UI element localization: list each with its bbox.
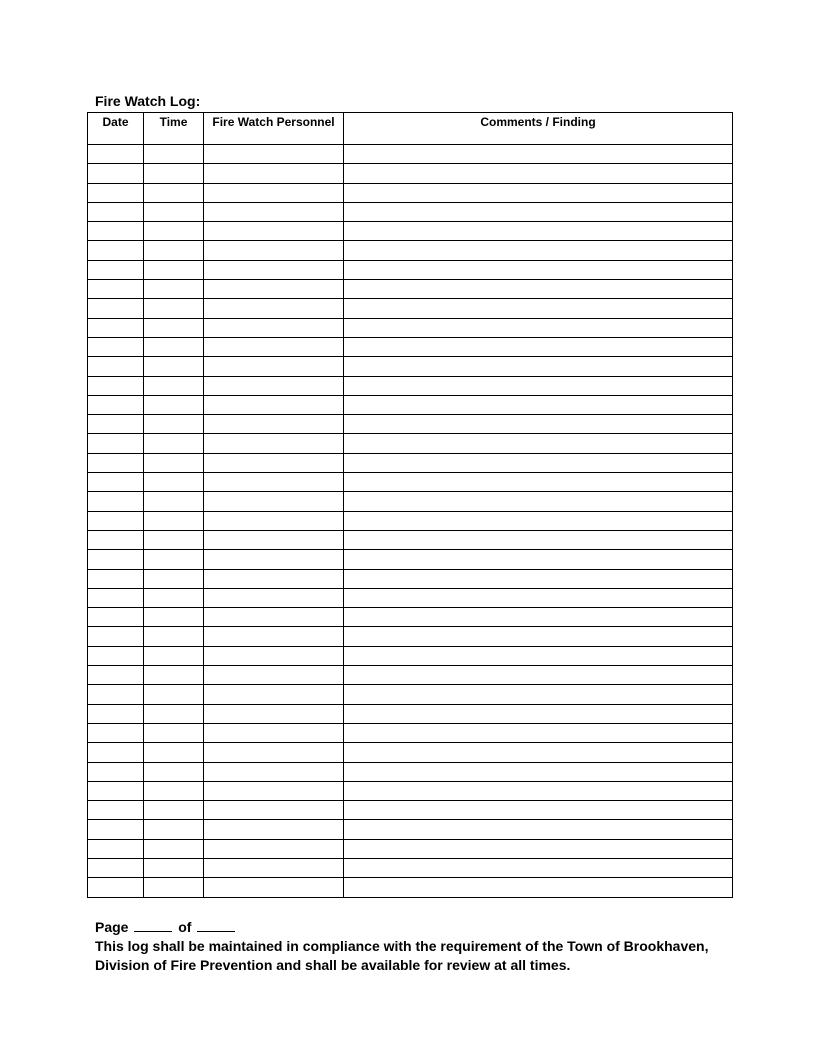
date-cell[interactable] bbox=[88, 395, 144, 414]
table-row bbox=[88, 145, 733, 164]
table-row bbox=[88, 241, 733, 260]
comments-cell[interactable] bbox=[344, 337, 733, 356]
date-cell[interactable] bbox=[88, 878, 144, 897]
table-row bbox=[88, 357, 733, 376]
time-cell[interactable] bbox=[144, 337, 204, 356]
personnel-cell[interactable] bbox=[204, 415, 344, 434]
date-cell[interactable] bbox=[88, 608, 144, 627]
comments-cell[interactable] bbox=[344, 627, 733, 646]
comments-cell[interactable] bbox=[344, 395, 733, 414]
table-row bbox=[88, 473, 733, 492]
table-row bbox=[88, 318, 733, 337]
compliance-notice: This log shall be maintained in compliance with the requirement of the Town of Brookhaven, Division of Fire Prevention and shall be available for review at all times. bbox=[95, 938, 709, 973]
table-row bbox=[88, 376, 733, 395]
time-cell[interactable] bbox=[144, 453, 204, 472]
time-cell[interactable] bbox=[144, 260, 204, 279]
personnel-cell[interactable] bbox=[204, 202, 344, 221]
table-row bbox=[88, 801, 733, 820]
table-row bbox=[88, 550, 733, 569]
table-row bbox=[88, 202, 733, 221]
personnel-cell[interactable] bbox=[204, 569, 344, 588]
personnel-cell[interactable] bbox=[204, 723, 344, 742]
date-cell[interactable] bbox=[88, 762, 144, 781]
date-cell[interactable] bbox=[88, 415, 144, 434]
comments-cell[interactable] bbox=[344, 222, 733, 241]
comments-cell[interactable] bbox=[344, 318, 733, 337]
comments-cell[interactable] bbox=[344, 723, 733, 742]
time-cell[interactable] bbox=[144, 357, 204, 376]
time-cell[interactable] bbox=[144, 415, 204, 434]
date-cell[interactable] bbox=[88, 453, 144, 472]
table-row bbox=[88, 183, 733, 202]
comments-cell[interactable] bbox=[344, 878, 733, 897]
date-cell[interactable] bbox=[88, 627, 144, 646]
table-row bbox=[88, 666, 733, 685]
date-cell[interactable] bbox=[88, 260, 144, 279]
personnel-cell[interactable] bbox=[204, 357, 344, 376]
personnel-cell[interactable] bbox=[204, 858, 344, 877]
page-label: Page bbox=[95, 919, 129, 935]
time-cell[interactable] bbox=[144, 685, 204, 704]
time-cell[interactable] bbox=[144, 145, 204, 164]
log-title: Fire Watch Log: bbox=[95, 93, 201, 109]
comments-cell[interactable] bbox=[344, 357, 733, 376]
personnel-cell[interactable] bbox=[204, 781, 344, 800]
table-row bbox=[88, 492, 733, 511]
date-cell[interactable] bbox=[88, 530, 144, 549]
time-cell[interactable] bbox=[144, 781, 204, 800]
table-row bbox=[88, 839, 733, 858]
personnel-cell[interactable] bbox=[204, 473, 344, 492]
table-row bbox=[88, 569, 733, 588]
date-cell[interactable] bbox=[88, 492, 144, 511]
personnel-cell[interactable] bbox=[204, 337, 344, 356]
comments-cell[interactable] bbox=[344, 415, 733, 434]
personnel-cell[interactable] bbox=[204, 588, 344, 607]
personnel-cell[interactable] bbox=[204, 530, 344, 549]
table-row bbox=[88, 395, 733, 414]
table-row bbox=[88, 337, 733, 356]
table-row bbox=[88, 704, 733, 723]
date-cell[interactable] bbox=[88, 241, 144, 260]
comments-cell[interactable] bbox=[344, 473, 733, 492]
personnel-cell[interactable] bbox=[204, 762, 344, 781]
comments-cell[interactable] bbox=[344, 550, 733, 569]
comments-cell[interactable] bbox=[344, 858, 733, 877]
personnel-cell[interactable] bbox=[204, 145, 344, 164]
comments-cell[interactable] bbox=[344, 376, 733, 395]
table-row bbox=[88, 164, 733, 183]
of-label: of bbox=[178, 919, 192, 935]
table-row bbox=[88, 260, 733, 279]
time-cell[interactable] bbox=[144, 183, 204, 202]
time-cell[interactable] bbox=[144, 762, 204, 781]
personnel-cell[interactable] bbox=[204, 260, 344, 279]
header-time: Time bbox=[144, 113, 204, 145]
date-cell[interactable] bbox=[88, 685, 144, 704]
personnel-cell[interactable] bbox=[204, 820, 344, 839]
time-cell[interactable] bbox=[144, 299, 204, 318]
date-cell[interactable] bbox=[88, 743, 144, 762]
personnel-cell[interactable] bbox=[204, 183, 344, 202]
page-number-blank[interactable] bbox=[134, 917, 172, 932]
comments-cell[interactable] bbox=[344, 260, 733, 279]
table-row bbox=[88, 511, 733, 530]
table-row bbox=[88, 280, 733, 299]
personnel-cell[interactable] bbox=[204, 646, 344, 665]
personnel-cell[interactable] bbox=[204, 550, 344, 569]
table-row bbox=[88, 627, 733, 646]
table-row bbox=[88, 685, 733, 704]
fire-watch-log-table bbox=[87, 112, 733, 898]
personnel-cell[interactable] bbox=[204, 704, 344, 723]
comments-cell[interactable] bbox=[344, 164, 733, 183]
time-cell[interactable] bbox=[144, 434, 204, 453]
time-cell[interactable] bbox=[144, 550, 204, 569]
time-cell[interactable] bbox=[144, 858, 204, 877]
table-row bbox=[88, 434, 733, 453]
date-cell[interactable] bbox=[88, 164, 144, 183]
table-header-row bbox=[88, 113, 733, 145]
date-cell[interactable] bbox=[88, 202, 144, 221]
comments-cell[interactable] bbox=[344, 241, 733, 260]
personnel-cell[interactable] bbox=[204, 299, 344, 318]
comments-cell[interactable] bbox=[344, 569, 733, 588]
personnel-cell[interactable] bbox=[204, 453, 344, 472]
table-row bbox=[88, 646, 733, 665]
table-row bbox=[88, 820, 733, 839]
comments-cell[interactable] bbox=[344, 743, 733, 762]
table-row bbox=[88, 530, 733, 549]
header-comments-finding: Comments / Finding bbox=[344, 113, 733, 145]
page-number-line bbox=[95, 917, 715, 937]
comments-cell[interactable] bbox=[344, 704, 733, 723]
table-row bbox=[88, 222, 733, 241]
time-cell[interactable] bbox=[144, 511, 204, 530]
total-pages-blank[interactable] bbox=[197, 917, 235, 932]
comments-cell[interactable] bbox=[344, 588, 733, 607]
comments-cell[interactable] bbox=[344, 492, 733, 511]
date-cell[interactable] bbox=[88, 318, 144, 337]
table-row bbox=[88, 762, 733, 781]
table-row bbox=[88, 415, 733, 434]
time-cell[interactable] bbox=[144, 801, 204, 820]
time-cell[interactable] bbox=[144, 395, 204, 414]
personnel-cell[interactable] bbox=[204, 685, 344, 704]
date-cell[interactable] bbox=[88, 376, 144, 395]
comments-cell[interactable] bbox=[344, 202, 733, 221]
personnel-cell[interactable] bbox=[204, 743, 344, 762]
date-cell[interactable] bbox=[88, 569, 144, 588]
time-cell[interactable] bbox=[144, 473, 204, 492]
comments-cell[interactable] bbox=[344, 145, 733, 164]
table-row bbox=[88, 588, 733, 607]
personnel-cell[interactable] bbox=[204, 839, 344, 858]
date-cell[interactable] bbox=[88, 183, 144, 202]
personnel-cell[interactable] bbox=[204, 801, 344, 820]
personnel-cell[interactable] bbox=[204, 511, 344, 530]
comments-cell[interactable] bbox=[344, 511, 733, 530]
time-cell[interactable] bbox=[144, 627, 204, 646]
table-row bbox=[88, 608, 733, 627]
table-row bbox=[88, 299, 733, 318]
time-cell[interactable] bbox=[144, 222, 204, 241]
date-cell[interactable] bbox=[88, 299, 144, 318]
time-cell[interactable] bbox=[144, 820, 204, 839]
log-table-body bbox=[88, 145, 733, 898]
date-cell[interactable] bbox=[88, 801, 144, 820]
time-cell[interactable] bbox=[144, 280, 204, 299]
table-row bbox=[88, 723, 733, 742]
personnel-cell[interactable] bbox=[204, 878, 344, 897]
time-cell[interactable] bbox=[144, 376, 204, 395]
date-cell[interactable] bbox=[88, 723, 144, 742]
comments-cell[interactable] bbox=[344, 762, 733, 781]
date-cell[interactable] bbox=[88, 337, 144, 356]
header-fire-watch-personnel: Fire Watch Personnel bbox=[204, 113, 344, 145]
date-cell[interactable] bbox=[88, 145, 144, 164]
comments-cell[interactable] bbox=[344, 299, 733, 318]
time-cell[interactable] bbox=[144, 704, 204, 723]
time-cell[interactable] bbox=[144, 839, 204, 858]
personnel-cell[interactable] bbox=[204, 376, 344, 395]
time-cell[interactable] bbox=[144, 723, 204, 742]
time-cell[interactable] bbox=[144, 878, 204, 897]
footer bbox=[95, 917, 715, 975]
comments-cell[interactable] bbox=[344, 280, 733, 299]
comments-cell[interactable] bbox=[344, 183, 733, 202]
personnel-cell[interactable] bbox=[204, 395, 344, 414]
personnel-cell[interactable] bbox=[204, 318, 344, 337]
date-cell[interactable] bbox=[88, 839, 144, 858]
personnel-cell[interactable] bbox=[204, 666, 344, 685]
comments-cell[interactable] bbox=[344, 839, 733, 858]
date-cell[interactable] bbox=[88, 781, 144, 800]
date-cell[interactable] bbox=[88, 473, 144, 492]
comments-cell[interactable] bbox=[344, 530, 733, 549]
date-cell[interactable] bbox=[88, 357, 144, 376]
comments-cell[interactable] bbox=[344, 434, 733, 453]
date-cell[interactable] bbox=[88, 704, 144, 723]
personnel-cell[interactable] bbox=[204, 280, 344, 299]
personnel-cell[interactable] bbox=[204, 434, 344, 453]
date-cell[interactable] bbox=[88, 588, 144, 607]
table-row bbox=[88, 453, 733, 472]
date-cell[interactable] bbox=[88, 550, 144, 569]
comments-cell[interactable] bbox=[344, 781, 733, 800]
personnel-cell[interactable] bbox=[204, 492, 344, 511]
time-cell[interactable] bbox=[144, 241, 204, 260]
comments-cell[interactable] bbox=[344, 453, 733, 472]
personnel-cell[interactable] bbox=[204, 627, 344, 646]
date-cell[interactable] bbox=[88, 646, 144, 665]
time-cell[interactable] bbox=[144, 164, 204, 183]
time-cell[interactable] bbox=[144, 646, 204, 665]
time-cell[interactable] bbox=[144, 569, 204, 588]
time-cell[interactable] bbox=[144, 588, 204, 607]
table-row bbox=[88, 858, 733, 877]
personnel-cell[interactable] bbox=[204, 241, 344, 260]
comments-cell[interactable] bbox=[344, 820, 733, 839]
date-cell[interactable] bbox=[88, 820, 144, 839]
personnel-cell[interactable] bbox=[204, 164, 344, 183]
time-cell[interactable] bbox=[144, 202, 204, 221]
comments-cell[interactable] bbox=[344, 646, 733, 665]
time-cell[interactable] bbox=[144, 318, 204, 337]
date-cell[interactable] bbox=[88, 858, 144, 877]
table-row bbox=[88, 743, 733, 762]
time-cell[interactable] bbox=[144, 743, 204, 762]
comments-cell[interactable] bbox=[344, 608, 733, 627]
date-cell[interactable] bbox=[88, 666, 144, 685]
time-cell[interactable] bbox=[144, 666, 204, 685]
personnel-cell[interactable] bbox=[204, 608, 344, 627]
comments-cell[interactable] bbox=[344, 685, 733, 704]
table-row bbox=[88, 781, 733, 800]
date-cell[interactable] bbox=[88, 222, 144, 241]
comments-cell[interactable] bbox=[344, 666, 733, 685]
time-cell[interactable] bbox=[144, 492, 204, 511]
time-cell[interactable] bbox=[144, 530, 204, 549]
table-row bbox=[88, 878, 733, 897]
date-cell[interactable] bbox=[88, 511, 144, 530]
date-cell[interactable] bbox=[88, 280, 144, 299]
comments-cell[interactable] bbox=[344, 801, 733, 820]
header-date: Date bbox=[88, 113, 144, 145]
time-cell[interactable] bbox=[144, 608, 204, 627]
date-cell[interactable] bbox=[88, 434, 144, 453]
personnel-cell[interactable] bbox=[204, 222, 344, 241]
